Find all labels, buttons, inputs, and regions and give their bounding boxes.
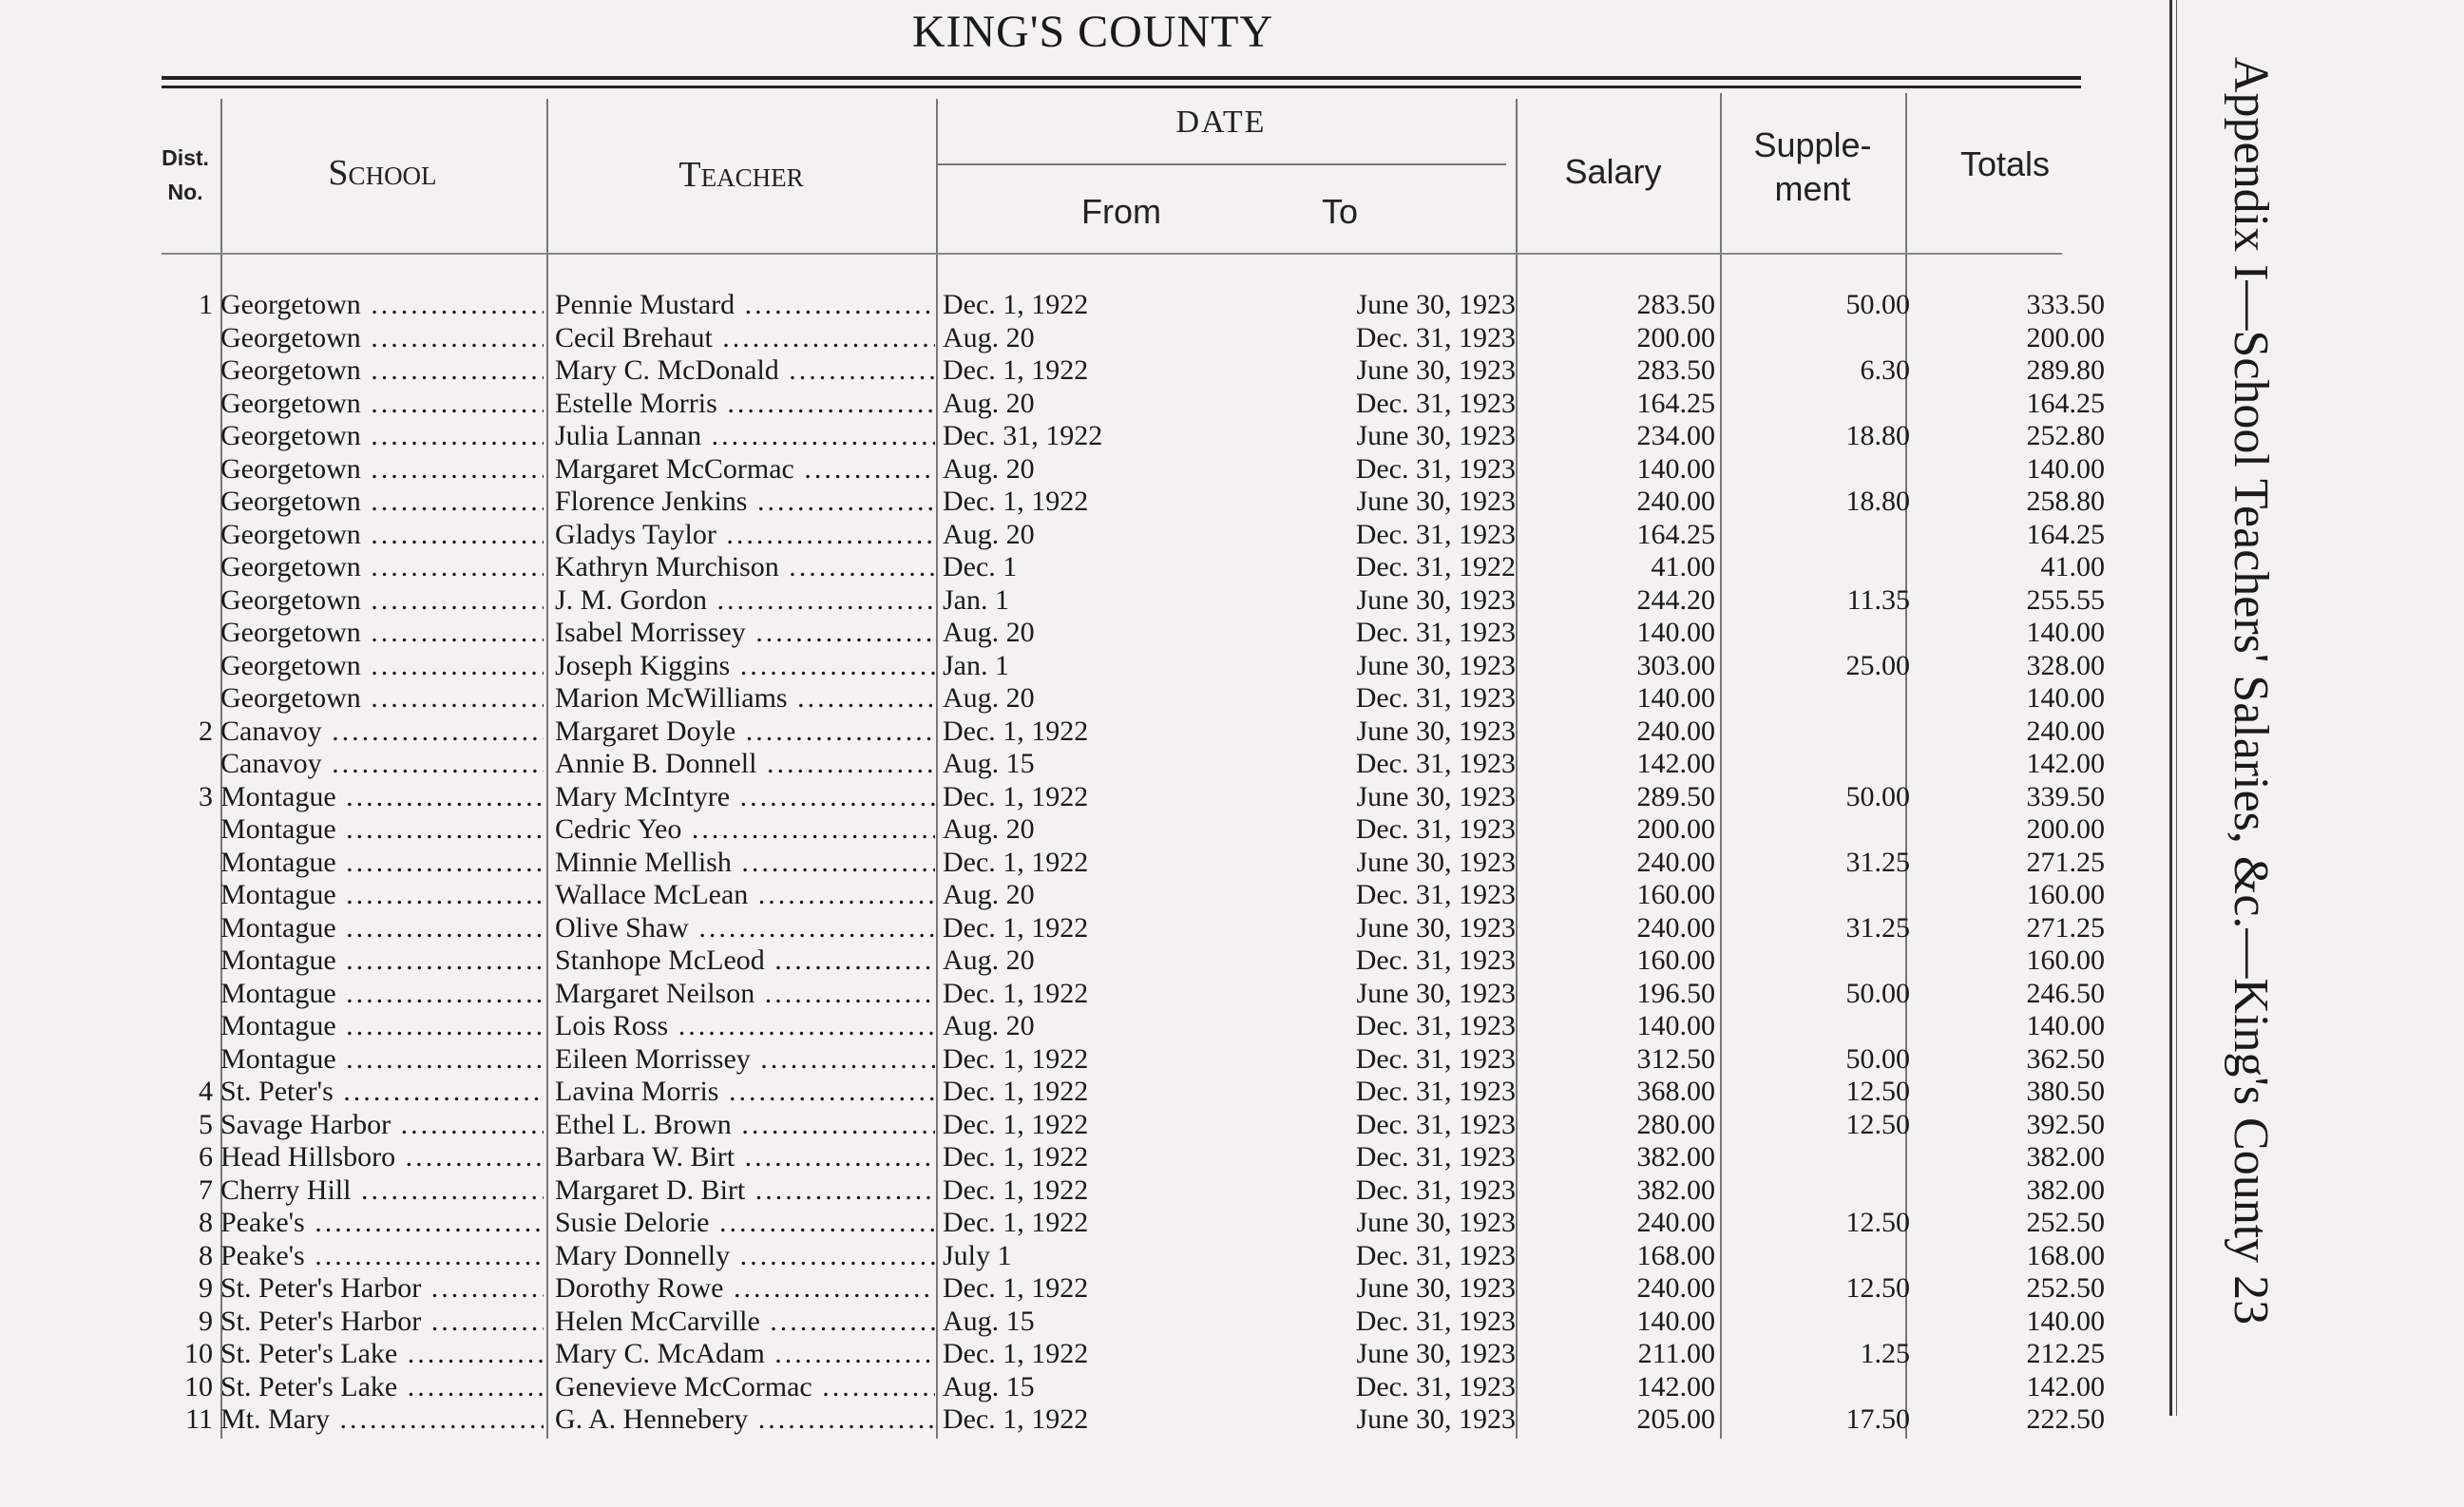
supplement-cell: 31.25	[1845, 911, 1910, 944]
total-cell: 200.00	[2026, 321, 2105, 353]
date-from-cell: Dec. 1, 1922	[943, 1042, 1089, 1075]
supplement-cell: 31.25	[1845, 846, 1910, 878]
date-to-cell: Dec. 31, 1923	[1355, 1042, 1516, 1075]
teacher-cell: Ethel L. Brown .....	[555, 1109, 935, 1141]
table-row	[0, 1010, 2186, 1043]
table-row	[0, 551, 2186, 584]
table-row	[0, 682, 2186, 715]
table-row	[0, 388, 2186, 421]
total-cell: 380.50	[2026, 1076, 2105, 1107]
date-from-cell: Dec. 1, 1922	[943, 1076, 1089, 1107]
salary-cell: 368.00	[1636, 1076, 1715, 1107]
total-cell: 382.00	[2026, 1173, 2105, 1206]
date-to-cell: June 30, 1923	[1356, 780, 1516, 812]
date-to-cell: Dec. 31, 1923	[1355, 1239, 1516, 1271]
school-cell: Georgetown .....	[220, 617, 544, 649]
date-from-cell: Dec. 1, 1922	[943, 715, 1089, 747]
total-cell: 392.50	[2026, 1108, 2105, 1140]
table-row	[0, 519, 2186, 552]
side-rule	[2169, 0, 2172, 1416]
school-cell: Georgetown .....	[220, 420, 544, 452]
salary-table-body	[0, 289, 2186, 1437]
header-totals: Totals	[1959, 144, 2051, 183]
header-supplement-line2: ment	[1774, 169, 1851, 208]
salary-cell: 303.00	[1636, 649, 1715, 681]
table-row	[0, 1207, 2186, 1240]
school-cell: Savage Harbor .....	[220, 1109, 544, 1141]
salary-cell: 142.00	[1636, 748, 1715, 779]
teacher-cell: Margaret McCormac .....	[555, 453, 935, 486]
date-to-cell: Dec. 31, 1923	[1355, 1141, 1516, 1173]
teacher-cell: Genevieve McCormac .....	[555, 1371, 935, 1403]
table-row	[0, 650, 2186, 683]
teacher-cell: Lois Ross .....	[555, 1010, 935, 1042]
school-cell: Peake's .....	[220, 1207, 544, 1239]
table-row	[0, 978, 2186, 1011]
salary-cell: 164.25	[1636, 387, 1715, 419]
table-row	[0, 584, 2186, 618]
school-cell: St. Peter's Harbor .....	[220, 1306, 544, 1338]
date-from-cell: Dec. 1, 1922	[943, 1207, 1089, 1238]
total-cell: 140.00	[2026, 1010, 2105, 1041]
salary-cell: 160.00	[1636, 944, 1715, 976]
table-row	[0, 289, 2186, 322]
table-row	[0, 1141, 2186, 1174]
school-cell: Head Hillsboro .....	[220, 1141, 544, 1173]
salary-cell: 140.00	[1636, 1305, 1715, 1337]
date-header-rule	[936, 163, 1506, 165]
date-to-cell: Dec. 31, 1923	[1355, 452, 1516, 485]
school-cell: Georgetown .....	[220, 388, 544, 420]
salary-cell: 382.00	[1636, 1141, 1715, 1173]
supplement-cell: 12.50	[1845, 1207, 1910, 1238]
date-to-cell: Dec. 31, 1923	[1355, 944, 1516, 976]
table-row	[0, 1306, 2186, 1339]
school-cell: Montague .....	[220, 944, 544, 977]
date-from-cell: Dec. 1, 1922	[943, 1338, 1089, 1369]
date-to-cell: June 30, 1923	[1356, 420, 1516, 451]
header-date: DATE	[1175, 105, 1267, 140]
table-row	[0, 1076, 2186, 1109]
teacher-cell: Minnie Mellish .....	[555, 847, 935, 879]
date-to-cell: June 30, 1923	[1356, 289, 1516, 320]
table-row	[0, 1109, 2186, 1142]
teacher-cell: Gladys Taylor .....	[555, 519, 935, 551]
salary-cell: 240.00	[1636, 911, 1715, 944]
salary-cell: 240.00	[1636, 715, 1715, 747]
date-from-cell: Dec. 1, 1922	[943, 1108, 1089, 1140]
date-to-cell: Dec. 31, 1922	[1355, 551, 1516, 582]
date-from-cell: Dec. 1, 1922	[943, 846, 1089, 878]
salary-cell: 196.50	[1636, 977, 1715, 1009]
teacher-cell: Julia Lannan .....	[555, 420, 935, 452]
total-cell: 328.00	[2026, 649, 2105, 681]
date-to-cell: June 30, 1923	[1356, 1272, 1516, 1304]
school-cell: Montague .....	[220, 847, 544, 879]
supplement-cell: 12.50	[1845, 1272, 1910, 1304]
school-cell: Montague .....	[220, 912, 544, 944]
dist-no-cell: 3	[199, 780, 213, 812]
dist-no-cell: 9	[199, 1305, 213, 1337]
dist-no-cell: 10	[184, 1338, 213, 1369]
date-from-cell: Aug. 15	[943, 1370, 1035, 1402]
school-cell: St. Peter's Lake .....	[220, 1371, 544, 1403]
date-to-cell: June 30, 1923	[1356, 1207, 1516, 1238]
date-from-cell: Dec. 1, 1922	[943, 1173, 1089, 1206]
date-from-cell: Dec. 1, 1922	[943, 1403, 1089, 1435]
table-row	[0, 912, 2186, 945]
teacher-cell: Mary McIntyre .....	[555, 781, 935, 813]
header-bottom-rule	[162, 253, 2062, 255]
total-cell: 333.50	[2026, 289, 2105, 320]
salary-cell: 283.50	[1636, 354, 1715, 386]
teacher-cell: Florence Jenkins .....	[555, 486, 935, 518]
dist-no-cell: 5	[199, 1108, 213, 1140]
date-from-cell: Aug. 20	[943, 387, 1035, 419]
school-cell: Georgetown .....	[220, 584, 544, 617]
school-cell: St. Peter's .....	[220, 1076, 544, 1108]
salary-cell: 240.00	[1636, 1207, 1715, 1238]
school-cell: Georgetown .....	[220, 354, 544, 387]
teacher-cell: J. M. Gordon .....	[555, 584, 935, 617]
table-row	[0, 1272, 2186, 1306]
teacher-cell: Cedric Yeo .....	[555, 813, 935, 846]
supplement-cell: 18.80	[1845, 486, 1910, 517]
total-cell: 140.00	[2026, 1305, 2105, 1337]
date-to-cell: June 30, 1923	[1356, 354, 1516, 386]
teacher-cell: Olive Shaw .....	[555, 912, 935, 944]
header-supplement-line1: Supple-	[1753, 125, 1872, 164]
total-cell: 382.00	[2026, 1141, 2105, 1173]
total-cell: 160.00	[2026, 879, 2105, 910]
supplement-cell: 12.50	[1845, 1108, 1910, 1140]
date-from-cell: Dec. 1, 1922	[943, 780, 1089, 812]
teacher-cell: Margaret Doyle .....	[555, 715, 935, 748]
salary-cell: 240.00	[1636, 846, 1715, 878]
date-from-cell: Aug. 20	[943, 321, 1035, 353]
total-cell: 168.00	[2026, 1239, 2105, 1271]
teacher-cell: Marion McWilliams .....	[555, 682, 935, 715]
table-row	[0, 1240, 2186, 1273]
date-to-cell: Dec. 31, 1923	[1355, 1370, 1516, 1402]
salary-cell: 164.25	[1636, 518, 1715, 550]
school-cell: Montague .....	[220, 978, 544, 1010]
salary-cell: 205.00	[1636, 1403, 1715, 1435]
supplement-cell: 6.30	[1860, 354, 1910, 386]
salary-cell: 211.00	[1637, 1338, 1715, 1369]
supplement-cell: 17.50	[1845, 1403, 1910, 1435]
date-from-cell: Dec. 1, 1922	[943, 289, 1089, 320]
dist-no-cell: 8	[199, 1207, 213, 1238]
header-teacher: Teacher	[678, 155, 804, 195]
date-to-cell: Dec. 31, 1923	[1355, 682, 1516, 714]
supplement-cell: 25.00	[1845, 649, 1910, 681]
school-cell: Georgetown .....	[220, 551, 544, 583]
total-cell: 140.00	[2026, 452, 2105, 485]
total-cell: 246.50	[2026, 977, 2105, 1009]
salary-cell: 240.00	[1636, 486, 1715, 517]
dist-no-cell: 10	[184, 1370, 213, 1402]
total-cell: 271.25	[2026, 911, 2105, 944]
table-row	[0, 617, 2186, 650]
teacher-cell: Estelle Morris .....	[555, 388, 935, 420]
table-row	[0, 748, 2186, 781]
supplement-cell: 11.35	[1846, 583, 1910, 616]
header-supplement	[1720, 124, 1905, 211]
teacher-cell: Kathryn Murchison .....	[555, 551, 935, 583]
title-rule-top	[162, 76, 2081, 80]
school-cell: Georgetown .....	[220, 486, 544, 518]
header-school: School	[328, 153, 437, 193]
date-to-cell: June 30, 1923	[1356, 977, 1516, 1009]
table-row	[0, 1043, 2186, 1077]
total-cell: 252.50	[2026, 1272, 2105, 1304]
table-row	[0, 847, 2186, 880]
date-from-cell: Aug. 20	[943, 682, 1035, 714]
salary-cell: 140.00	[1636, 452, 1715, 485]
header-dist-line2: No.	[167, 180, 203, 204]
date-to-cell: June 30, 1923	[1356, 649, 1516, 681]
header-to: To	[1321, 192, 1359, 231]
teacher-cell: Cecil Brehaut .....	[555, 322, 935, 354]
teacher-cell: Eileen Morrissey .....	[555, 1043, 935, 1076]
total-cell: 212.25	[2026, 1338, 2105, 1369]
table-row	[0, 1403, 2186, 1437]
date-from-cell: Dec. 1, 1922	[943, 1141, 1089, 1173]
date-to-cell: Dec. 31, 1923	[1355, 321, 1516, 353]
teacher-cell: Joseph Kiggins .....	[555, 650, 935, 682]
date-to-cell: June 30, 1923	[1356, 486, 1516, 517]
table-row	[0, 420, 2186, 453]
school-cell: Montague .....	[220, 1043, 544, 1076]
date-from-cell: Dec. 1, 1922	[943, 911, 1089, 944]
page-title: KING'S COUNTY	[911, 7, 1274, 57]
salary-cell: 234.00	[1636, 420, 1715, 451]
total-cell: 222.50	[2026, 1403, 2105, 1435]
header-dist-line1: Dist.	[162, 145, 209, 170]
school-cell: Georgetown .....	[220, 289, 544, 321]
dist-no-cell: 9	[199, 1272, 213, 1304]
date-from-cell: Jan. 1	[943, 583, 1009, 616]
dist-no-cell: 6	[199, 1141, 213, 1173]
total-cell: 362.50	[2026, 1042, 2105, 1075]
supplement-cell: 1.25	[1860, 1338, 1910, 1369]
date-to-cell: Dec. 31, 1923	[1355, 1076, 1516, 1107]
teacher-cell: Margaret Neilson .....	[555, 978, 935, 1010]
teacher-cell: Pennie Mustard .....	[555, 289, 935, 321]
date-to-cell: June 30, 1923	[1356, 911, 1516, 944]
school-cell: Georgetown .....	[220, 650, 544, 682]
salary-cell: 140.00	[1636, 1010, 1715, 1041]
total-cell: 142.00	[2026, 748, 2105, 779]
salary-cell: 289.50	[1636, 780, 1715, 812]
date-from-cell: Aug. 15	[943, 748, 1035, 779]
teacher-cell: Mary C. McDonald .....	[555, 354, 935, 387]
date-to-cell: Dec. 31, 1923	[1355, 1305, 1516, 1337]
date-from-cell: Dec. 31, 1922	[943, 420, 1103, 451]
table-row	[0, 781, 2186, 814]
salary-cell: 280.00	[1636, 1108, 1715, 1140]
supplement-cell: 12.50	[1845, 1076, 1910, 1107]
teacher-cell: Mary C. McAdam .....	[555, 1338, 935, 1370]
teacher-cell: Isabel Morrissey .....	[555, 617, 935, 649]
school-cell: Georgetown .....	[220, 453, 544, 486]
header-salary: Salary	[1564, 152, 1662, 191]
teacher-cell: Stanhope McLeod .....	[555, 944, 935, 977]
dist-no-cell: 1	[199, 289, 213, 320]
dist-no-cell: 11	[185, 1403, 213, 1435]
salary-cell: 244.20	[1636, 583, 1715, 616]
table-row	[0, 354, 2186, 388]
salary-cell: 160.00	[1636, 879, 1715, 910]
total-cell: 258.80	[2026, 486, 2105, 517]
date-to-cell: Dec. 31, 1923	[1355, 879, 1516, 910]
salary-cell: 200.00	[1636, 813, 1715, 845]
total-cell: 200.00	[2026, 813, 2105, 845]
school-cell: Mt. Mary .....	[220, 1403, 544, 1436]
supplement-cell: 50.00	[1845, 780, 1910, 812]
date-from-cell: Aug. 15	[943, 1305, 1035, 1337]
school-cell: Montague .....	[220, 813, 544, 846]
total-cell: 339.50	[2026, 780, 2105, 812]
date-from-cell: Aug. 20	[943, 617, 1035, 648]
header-dist-no	[152, 141, 219, 209]
total-cell: 41.00	[2040, 551, 2105, 582]
side-running-title: Appendix I—School Teachers' Salaries, &c.—King's County 23	[2224, 57, 2278, 1326]
teacher-cell: Mary Donnelly .....	[555, 1240, 935, 1272]
supplement-cell: 50.00	[1845, 977, 1910, 1009]
table-row	[0, 322, 2186, 355]
school-cell: Canavoy .....	[220, 715, 544, 748]
table-row	[0, 486, 2186, 519]
salary-cell: 140.00	[1636, 617, 1715, 648]
dist-no-cell: 2	[199, 715, 213, 747]
total-cell: 140.00	[2026, 682, 2105, 714]
table-row	[0, 879, 2186, 912]
teacher-cell: Susie Delorie .....	[555, 1207, 935, 1239]
date-to-cell: June 30, 1923	[1356, 715, 1516, 747]
teacher-cell: Helen McCarville .....	[555, 1306, 935, 1338]
total-cell: 142.00	[2026, 1370, 2105, 1402]
school-cell: Georgetown .....	[220, 682, 544, 715]
salary-cell: 382.00	[1636, 1173, 1715, 1206]
date-from-cell: Dec. 1	[943, 551, 1018, 582]
title-rule-bottom	[162, 86, 2081, 88]
table-row	[0, 715, 2186, 749]
total-cell: 140.00	[2026, 617, 2105, 648]
teacher-cell: Dorothy Rowe .....	[555, 1272, 935, 1305]
school-cell: Georgetown .....	[220, 322, 544, 354]
date-to-cell: June 30, 1923	[1356, 846, 1516, 878]
school-cell: Georgetown .....	[220, 519, 544, 551]
table-row	[0, 813, 2186, 847]
dist-no-cell: 4	[199, 1076, 213, 1107]
total-cell: 252.80	[2026, 420, 2105, 451]
salary-cell: 41.00	[1651, 551, 1715, 582]
salary-cell: 200.00	[1636, 321, 1715, 353]
total-cell: 271.25	[2026, 846, 2105, 878]
date-to-cell: Dec. 31, 1923	[1355, 1173, 1516, 1206]
date-to-cell: Dec. 31, 1923	[1355, 387, 1516, 419]
school-cell: Montague .....	[220, 879, 544, 911]
salary-cell: 283.50	[1636, 289, 1715, 320]
date-from-cell: Aug. 20	[943, 1010, 1035, 1041]
table-row	[0, 1174, 2186, 1208]
dist-no-cell: 7	[199, 1173, 213, 1206]
date-to-cell: June 30, 1923	[1356, 583, 1516, 616]
school-cell: Montague .....	[220, 781, 544, 813]
date-from-cell: Dec. 1, 1922	[943, 354, 1089, 386]
supplement-cell: 50.00	[1845, 289, 1910, 320]
table-row	[0, 1371, 2186, 1404]
date-from-cell: Aug. 20	[943, 518, 1035, 550]
date-from-cell: Aug. 20	[943, 813, 1035, 845]
date-to-cell: Dec. 31, 1923	[1355, 813, 1516, 845]
date-to-cell: Dec. 31, 1923	[1355, 518, 1516, 550]
header-from: From	[1081, 192, 1161, 231]
supplement-cell: 18.80	[1845, 420, 1910, 451]
teacher-cell: Barbara W. Birt .....	[555, 1141, 935, 1173]
salary-cell: 312.50	[1636, 1042, 1715, 1075]
salary-cell: 142.00	[1636, 1370, 1715, 1402]
date-to-cell: Dec. 31, 1923	[1355, 1108, 1516, 1140]
total-cell: 164.25	[2026, 387, 2105, 419]
teacher-cell: Wallace McLean .....	[555, 879, 935, 911]
date-from-cell: Dec. 1, 1922	[943, 1272, 1089, 1304]
salary-cell: 168.00	[1636, 1239, 1715, 1271]
teacher-cell: Annie B. Donnell .....	[555, 748, 935, 780]
supplement-cell: 50.00	[1845, 1042, 1910, 1075]
total-cell: 252.50	[2026, 1207, 2105, 1238]
school-cell: Canavoy .....	[220, 748, 544, 780]
school-cell: St. Peter's Harbor .....	[220, 1272, 544, 1305]
date-from-cell: July 1	[943, 1239, 1012, 1271]
total-cell: 160.00	[2026, 944, 2105, 976]
side-rule-thin	[2176, 0, 2177, 1416]
date-from-cell: Aug. 20	[943, 944, 1035, 976]
date-to-cell: Dec. 31, 1923	[1355, 748, 1516, 779]
date-from-cell: Jan. 1	[943, 649, 1009, 681]
teacher-cell: Lavina Morris .....	[555, 1076, 935, 1108]
date-from-cell: Dec. 1, 1922	[943, 977, 1089, 1009]
table-row	[0, 453, 2186, 486]
date-from-cell: Aug. 20	[943, 879, 1035, 910]
total-cell: 255.55	[2026, 583, 2105, 616]
teacher-cell: G. A. Hennebery .....	[555, 1403, 935, 1436]
school-cell: Montague .....	[220, 1010, 544, 1042]
table-row	[0, 944, 2186, 978]
school-cell: Peake's .....	[220, 1240, 544, 1272]
school-cell: St. Peter's Lake .....	[220, 1338, 544, 1370]
date-to-cell: June 30, 1923	[1356, 1403, 1516, 1435]
table-row	[0, 1338, 2186, 1371]
date-to-cell: Dec. 31, 1923	[1355, 617, 1516, 648]
teacher-cell: Margaret D. Birt .....	[555, 1174, 935, 1207]
salary-cell: 240.00	[1636, 1272, 1715, 1304]
total-cell: 240.00	[2026, 715, 2105, 747]
total-cell: 289.80	[2026, 354, 2105, 386]
school-cell: Cherry Hill .....	[220, 1174, 544, 1207]
salary-cell: 140.00	[1636, 682, 1715, 714]
dist-no-cell: 8	[199, 1239, 213, 1271]
date-from-cell: Aug. 20	[943, 452, 1035, 485]
date-to-cell: Dec. 31, 1923	[1355, 1010, 1516, 1041]
total-cell: 164.25	[2026, 518, 2105, 550]
date-from-cell: Dec. 1, 1922	[943, 486, 1089, 517]
date-to-cell: June 30, 1923	[1356, 1338, 1516, 1369]
